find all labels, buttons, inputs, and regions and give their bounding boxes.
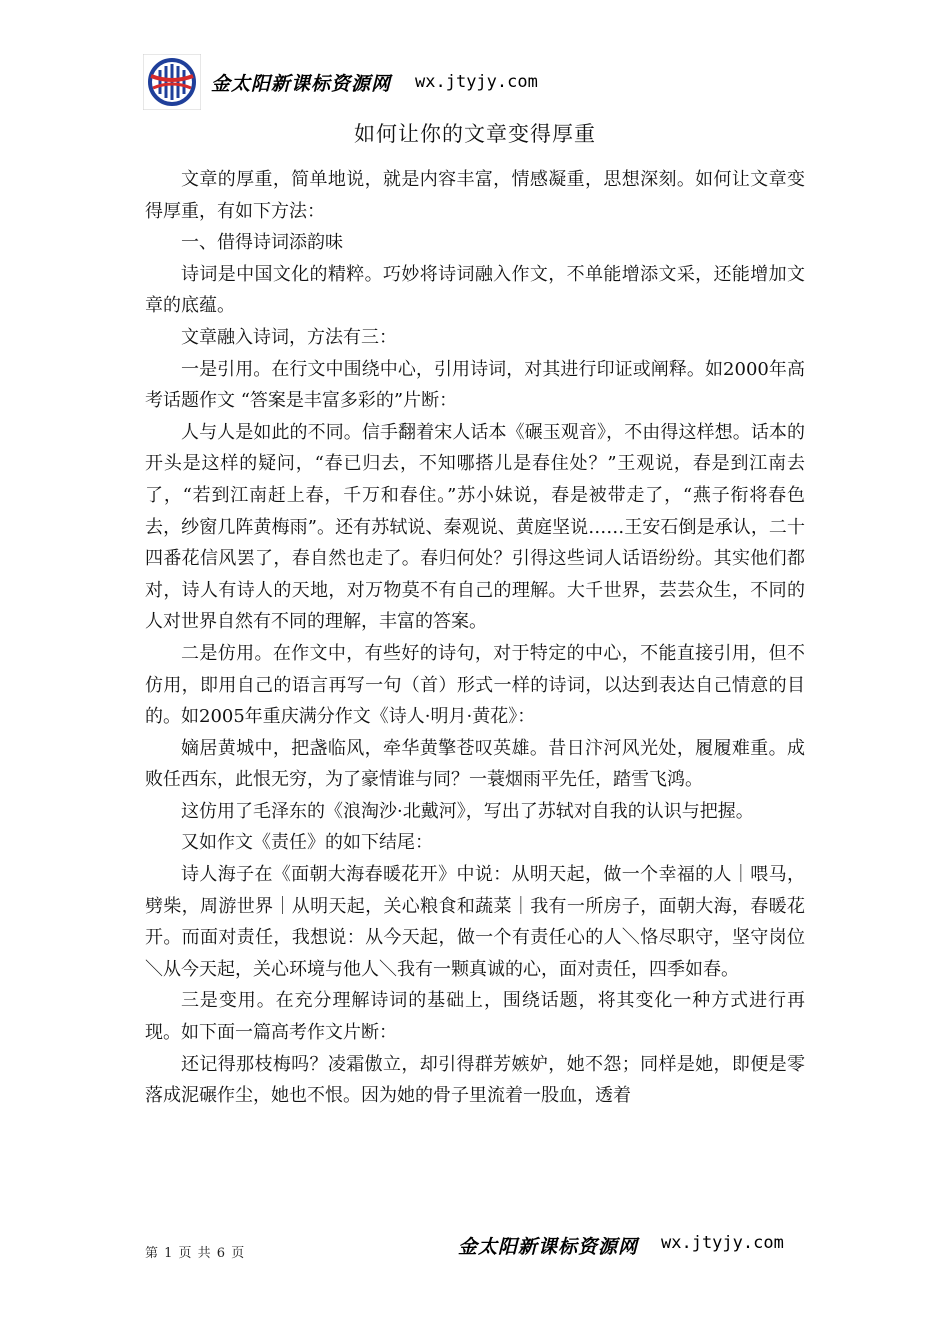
section-heading: 一、借得诗词添韵味: [181, 232, 343, 254]
paragraph: 又如作文《责任》的如下结尾：: [181, 832, 433, 854]
paragraph: 二是仿用。在作文中，有些好的诗句，对于特定的中心，不能直接引用，但不仿用，即用自己的语言再写一句（首）形式一样的诗词，以达到表达自己情意的目的。如2005年重庆满分作文《诗人·明月·黄花》：: [145, 642, 805, 728]
site-url: wx.jtyjy.com: [415, 72, 538, 92]
logo-icon: [143, 54, 201, 110]
paragraph: 诗人海子在《面朝大海春暖花开》中说：从明天起，做一个幸福的人｜喂马，劈柴，周游世界｜从明天起，关心粮食和蔬菜｜我有一所房子，面朝大海，春暖花开。而面对责任，我想说：从今天起，做一个有责任心的人＼恪尽职守，坚守岗位＼从今天起，关心环境与他人＼我有一颗真诚的心，面对责任，四季如春。: [145, 864, 805, 980]
page-title: 如何让你的文章变得厚重: [354, 122, 596, 146]
brand-name: 金太阳新课标资源网: [211, 72, 392, 95]
paragraph: 文章融入诗词，方法有三：: [181, 326, 397, 348]
page-number: 第 1 页 共 6 页: [145, 1246, 246, 1261]
paragraph: 嫡居黄城中，把盏临风，牵华黄擎苍叹英雄。昔日汴河风光处，履履难重。成败任西东，此恨无穷，为了豪情谁与同？一蓑烟雨平先任，踏雪飞鸿。: [145, 737, 805, 791]
footer-brand: 金太阳新课标资源网: [458, 1236, 639, 1258]
paragraph: 还记得那枝梅吗？凌霜傲立，却引得群芳嫉妒，她不怨；同样是她，即便是零落成泥碾作尘，她也不恨。因为她的骨子里流着一股血，透着: [145, 1053, 805, 1107]
paragraph: 人与人是如此的不同。信手翻着宋人话本《碾玉观音》，不由得这样想。话本的开头是这样的疑问，“春已归去，不知哪搭儿是春住处？”王观说，春是到江南去了，“若到江南赶上春，千万和春住。”苏小妹说，春是被带走了，“燕子衔将春色去，纱窗几阵黄梅雨”。还有苏轼说、秦观说、黄庭坚说……王安石倒是承认，二十四番花信风罢了，春自然也走了。春归何处？引得这些词人话语纷纷。其实他们都对，诗人有诗人的天地，对万物莫不有自己的理解。大千世界，芸芸众生，不同的人对世界自然有不同的理解，丰富的答案。: [145, 421, 805, 633]
paragraph: 诗词是中国文化的精粹。巧妙将诗词融入作文，不单能增添文采，还能增加文章的底蕴。: [145, 263, 805, 317]
footer-site-url: wx.jtyjy.com: [661, 1233, 784, 1253]
paragraph: 一是引用。在行文中围绕中心，引用诗词，对其进行印证或阐释。如2000年高考话题作文 “答案是丰富多彩的”片断：: [145, 358, 805, 412]
article-body: [145, 164, 805, 1112]
header: [143, 54, 538, 110]
paragraph: 三是变用。在充分理解诗词的基础上，围绕话题，将其变化一种方式进行再现。如下面一篇高考作文片断：: [145, 990, 805, 1044]
paragraph: 文章的厚重，简单地说，就是内容丰富，情感凝重，思想深刻。如何让文章变得厚重，有如下方法：: [145, 169, 805, 222]
paragraph: 这仿用了毛泽东的《浪淘沙·北戴河》，写出了苏轼对自我的认识与把握。: [181, 800, 754, 822]
